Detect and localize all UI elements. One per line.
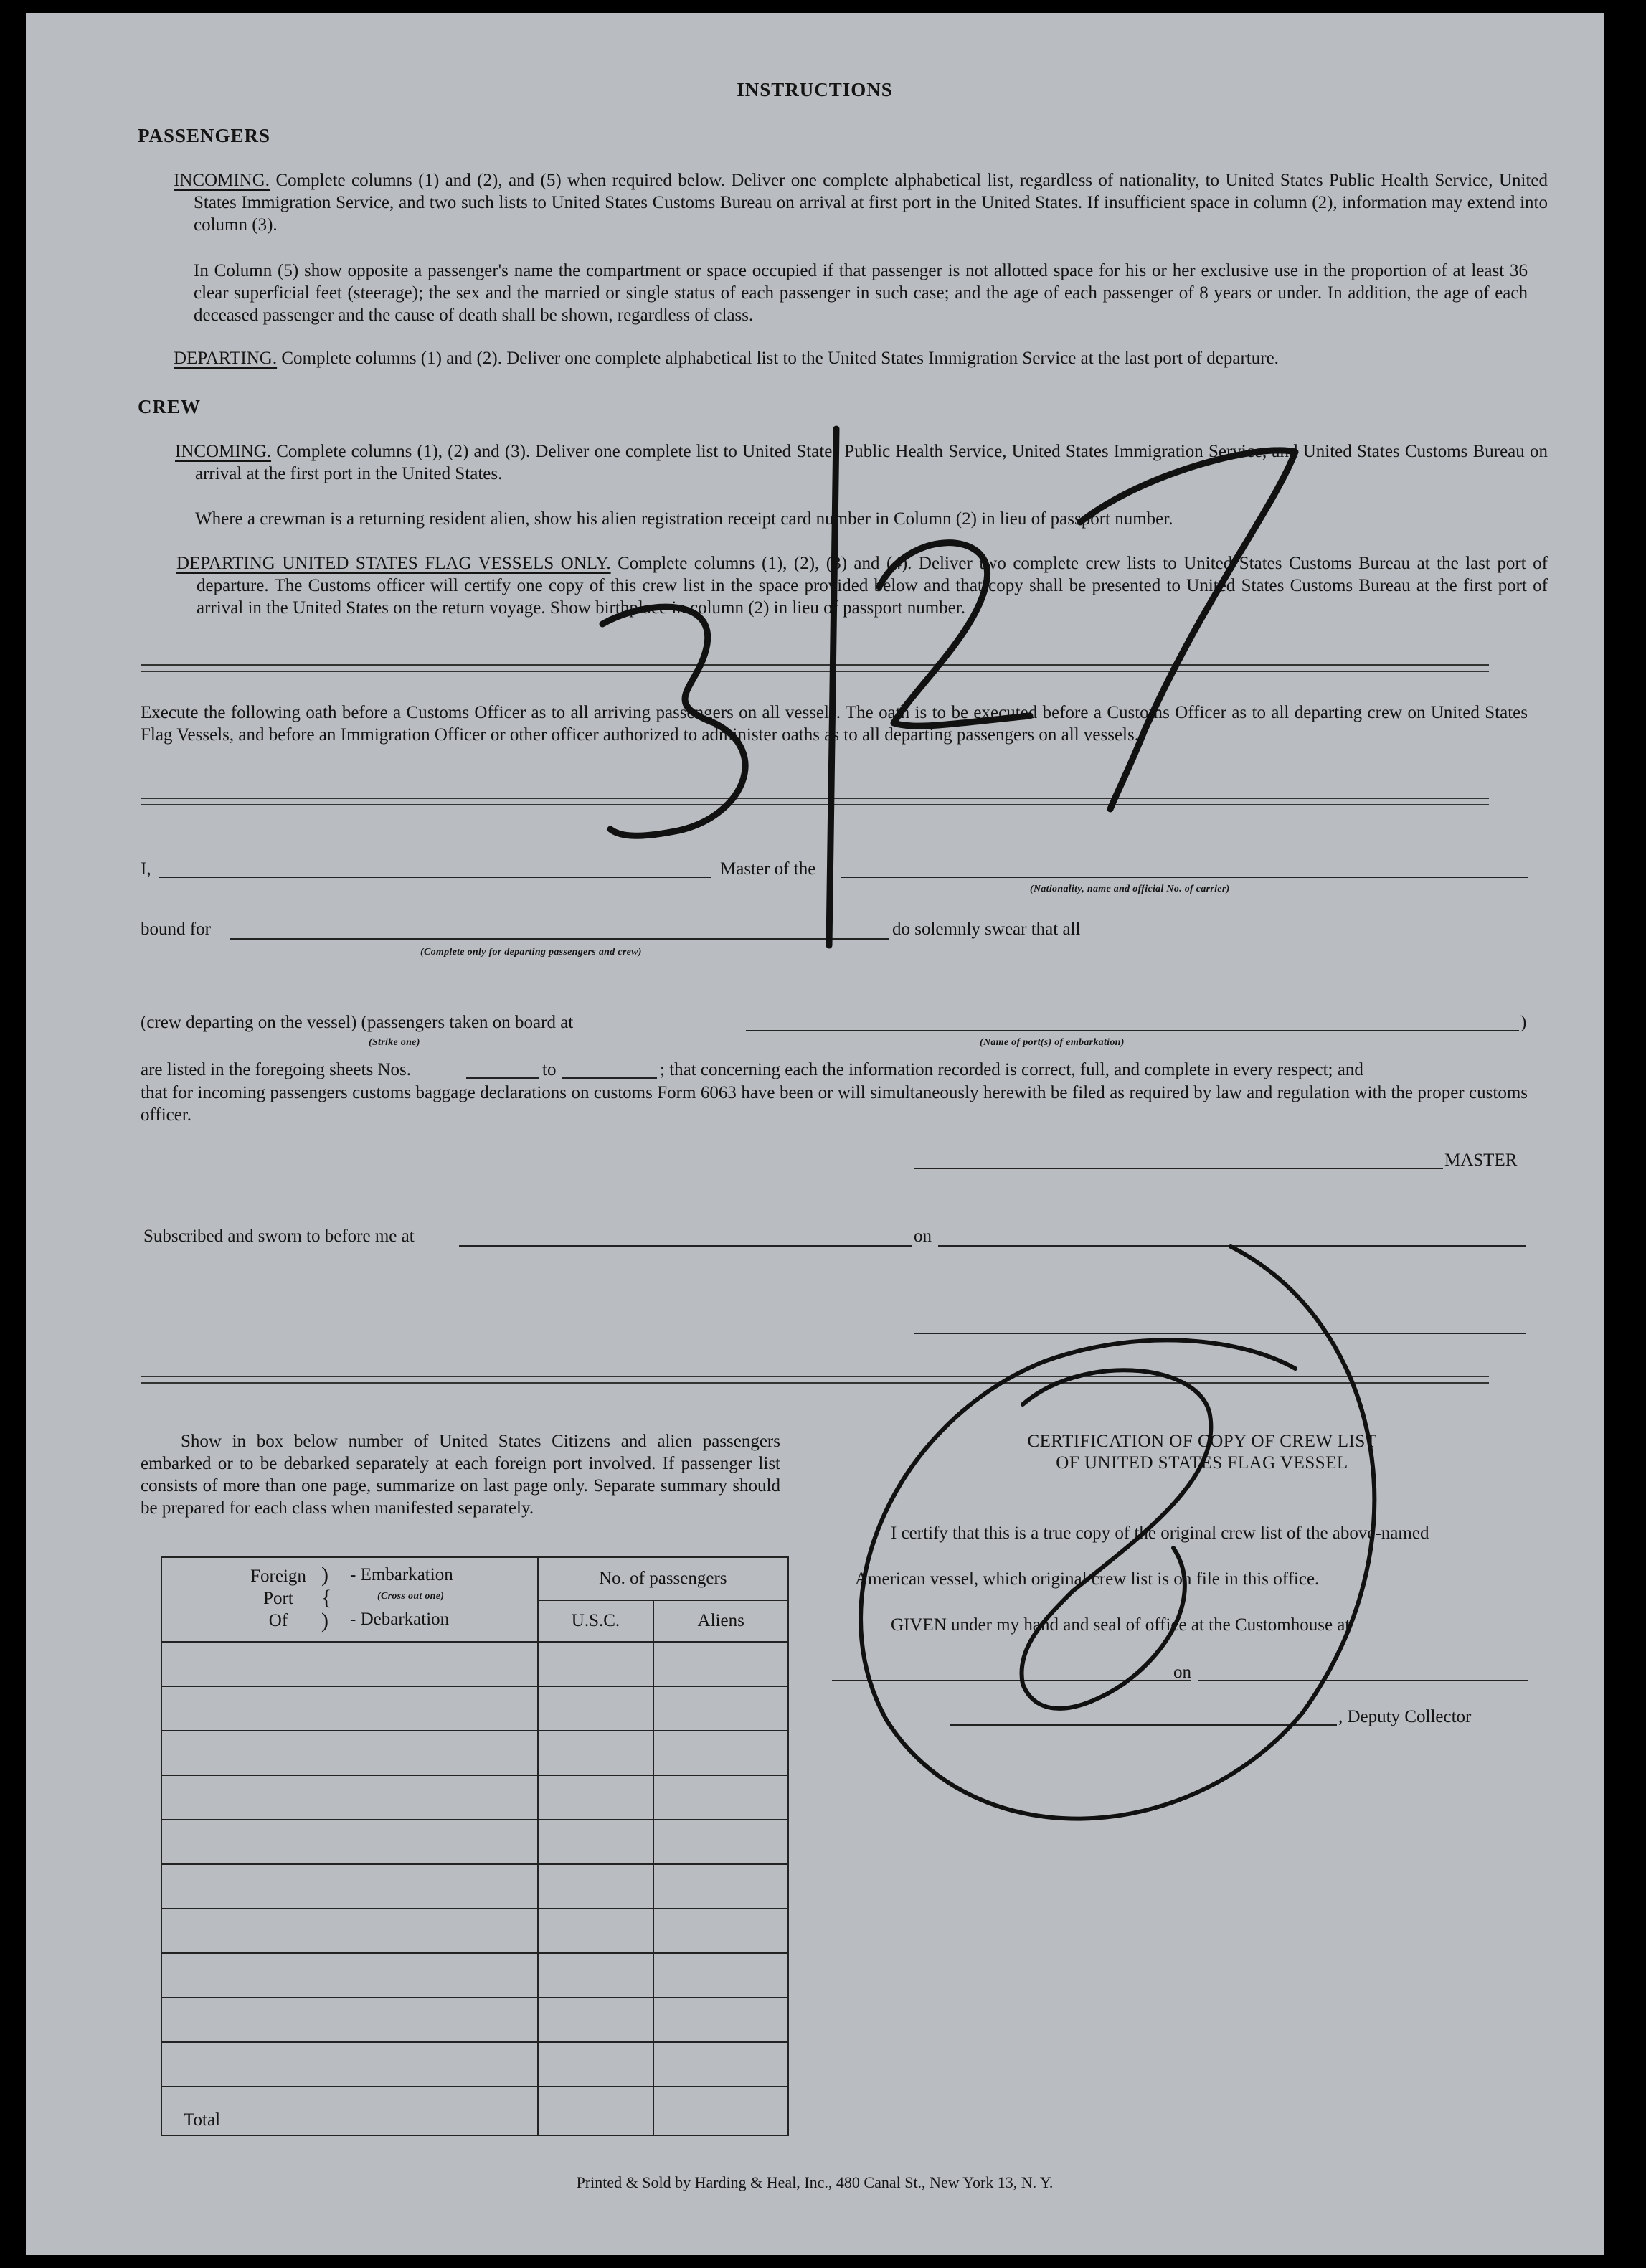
customhouse-field[interactable] bbox=[832, 1680, 1191, 1681]
passengers-departing-paragraph bbox=[174, 347, 1528, 369]
port-cell[interactable] bbox=[161, 1775, 538, 1820]
sheet-to-field[interactable] bbox=[562, 1077, 657, 1079]
port-cell[interactable] bbox=[161, 2042, 538, 2087]
handwritten-digit-7 bbox=[1080, 450, 1295, 809]
crew-departing-paragraph bbox=[176, 552, 1548, 619]
master-label: MASTER bbox=[1444, 1150, 1518, 1170]
divider bbox=[141, 798, 1489, 805]
crew-incoming-label: INCOMING. bbox=[175, 442, 272, 461]
cert-on-label: on bbox=[1173, 1663, 1191, 1682]
aliens-cell[interactable] bbox=[653, 1909, 788, 1953]
aliens-cell[interactable] bbox=[653, 1998, 788, 2042]
oath-intro: Execute the following oath before a Customs Officer as to all arriving passengers on all vessels. The oath is to be executed before a Customs Officer as to all departing crew on United States Flag Vessels, and before an Immigration Officer or other officer authorized to administer oaths as to all departing passengers on all vessels. bbox=[141, 703, 1528, 745]
crew-departing-label: DEPARTING UNITED STATES FLAG VESSELS ONLY. bbox=[176, 554, 611, 573]
no-passengers-header: No. of passengers bbox=[538, 1557, 788, 1600]
port-cell[interactable] bbox=[161, 1731, 538, 1775]
nationality-hint: (Nationality, name and official No. of carrier) bbox=[1030, 884, 1230, 894]
port-label: Port bbox=[263, 1589, 293, 1608]
usc-cell[interactable] bbox=[538, 1998, 654, 2042]
listed-label-c: that for incoming passengers customs baggage declarations on customs Form 6063 have been or will simultaneously herewith be filed as required by law and regulation with the proper customs officer. bbox=[141, 1083, 1528, 1125]
listed-label-a: are listed in the foregoing sheets Nos. bbox=[141, 1060, 411, 1079]
aliens-header: Aliens bbox=[653, 1600, 788, 1642]
sworn-date-field[interactable] bbox=[938, 1245, 1526, 1247]
aliens-total-cell[interactable] bbox=[653, 2087, 788, 2135]
port-header-cell bbox=[161, 1557, 538, 1642]
aliens-cell[interactable] bbox=[653, 1686, 788, 1731]
passengers-departing-text: Complete columns (1) and (2). Deliver one complete alphabetical list to the United States Immigration Service at the last port of departure. bbox=[281, 349, 1279, 368]
certify-line-1: I certify that this is a true copy of the original crew list of the above-named bbox=[891, 1523, 1429, 1543]
bound-for-label: bound for bbox=[141, 920, 211, 939]
usc-cell[interactable] bbox=[538, 1686, 654, 1731]
aliens-cell[interactable] bbox=[653, 1775, 788, 1820]
aliens-cell[interactable] bbox=[653, 1953, 788, 1998]
ports-hint: (Name of port(s) of embarkation) bbox=[980, 1037, 1125, 1048]
port-cell[interactable] bbox=[161, 1953, 538, 1998]
officer-signature-field[interactable] bbox=[914, 1333, 1526, 1334]
usc-cell[interactable] bbox=[538, 1775, 654, 1820]
close-paren: ) bbox=[1520, 1013, 1527, 1032]
aliens-cell[interactable] bbox=[653, 2042, 788, 2087]
sworn-place-field[interactable] bbox=[459, 1245, 912, 1247]
usc-cell[interactable] bbox=[538, 1731, 654, 1775]
passengers-incoming-label: INCOMING. bbox=[174, 171, 270, 190]
port-cell[interactable] bbox=[161, 1686, 538, 1731]
solemnly-label: do solemnly swear that all bbox=[892, 920, 1081, 939]
usc-cell[interactable] bbox=[538, 1642, 654, 1686]
master-signature-field[interactable] bbox=[914, 1168, 1443, 1169]
listed-to-label: to bbox=[542, 1060, 557, 1079]
deputy-signature-field[interactable] bbox=[950, 1724, 1337, 1726]
cross-out-hint: (Cross out one) bbox=[377, 1591, 445, 1602]
aliens-cell[interactable] bbox=[653, 1864, 788, 1909]
listed-label-b: ; that concerning each the information recorded is correct, full, and complete in every respect; and bbox=[660, 1060, 1363, 1079]
bound-hint: (Complete only for departing passengers and crew) bbox=[420, 947, 642, 958]
passengers-departing-label: DEPARTING. bbox=[174, 349, 278, 368]
passengers-incoming-paragraph bbox=[174, 169, 1548, 236]
passengers-incoming-text: Complete columns (1) and (2), and (5) when required below. Deliver one complete alphabetical list, regardless of nationality, to United States Public Health Service, United States Immigration Service, and two such lists to United States Customs Bureau on arrival at first port in the United States. If insufficient space in column (2), information may extend into column (3). bbox=[194, 171, 1548, 235]
column5-paragraph: In Column (5) show opposite a passenger's name the compartment or space occupied if that passenger is not allotted space for his or her exclusive use in the proportion of at least 36 clear superficial feet (steerage); the sex and the married or single status of each passenger in such case; and the age of each passenger of 8 years or under. In addition, the age of each deceased passenger and the cause of death shall be shown, regardless of class. bbox=[194, 261, 1528, 325]
document-page bbox=[26, 13, 1604, 2255]
master-name-field[interactable] bbox=[159, 877, 711, 878]
sheet-from-field[interactable] bbox=[466, 1077, 539, 1079]
handwritten-3-27-annotation bbox=[602, 429, 1295, 945]
master-of-the-label: Master of the bbox=[720, 859, 816, 879]
strike-one-hint: (Strike one) bbox=[369, 1037, 420, 1048]
passenger-summary-table bbox=[161, 1556, 789, 2136]
given-line: GIVEN under my hand and seal of office at the Customhouse at bbox=[891, 1615, 1351, 1635]
brace-icon: ) { ) bbox=[321, 1563, 332, 1633]
subscribed-label: Subscribed and sworn to before me at bbox=[143, 1227, 415, 1246]
certification-title-1: CERTIFICATION OF COPY OF CREW LIST bbox=[1027, 1432, 1377, 1451]
embarkation-label: - Embarkation bbox=[350, 1565, 453, 1584]
carrier-field[interactable] bbox=[841, 877, 1528, 878]
ports-field[interactable] bbox=[746, 1030, 1519, 1031]
aliens-cell[interactable] bbox=[653, 1820, 788, 1864]
usc-cell[interactable] bbox=[538, 2042, 654, 2087]
summary-text: Show in box below number of United States Citizens and alien passengers embarked or to be debarked separately at each foreign port involved. If passenger list consists of more than one page, summarize on last page only. Separate summary should be prepared for each class when manifested separately. bbox=[141, 1432, 780, 1518]
passengers-heading: PASSENGERS bbox=[138, 125, 271, 146]
debarkation-label: - Debarkation bbox=[350, 1610, 450, 1629]
sworn-on-label: on bbox=[914, 1227, 932, 1246]
usc-cell[interactable] bbox=[538, 1909, 654, 1953]
aliens-cell[interactable] bbox=[653, 1731, 788, 1775]
port-cell[interactable] bbox=[161, 1998, 538, 2042]
crew-resident-paragraph: Where a crewman is a returning resident alien, show his alien registration receipt card number in Column (2) in lieu of passport number. bbox=[195, 509, 1173, 529]
usc-total-cell[interactable] bbox=[538, 2087, 654, 2135]
crew-incoming-paragraph bbox=[175, 440, 1548, 485]
instructions-title: INSTRUCTIONS bbox=[737, 79, 893, 100]
aliens-cell[interactable] bbox=[653, 1642, 788, 1686]
usc-cell[interactable] bbox=[538, 1864, 654, 1909]
of-label: Of bbox=[268, 1611, 288, 1630]
port-cell[interactable] bbox=[161, 1820, 538, 1864]
certification-title-2: OF UNITED STATES FLAG VESSEL bbox=[1056, 1453, 1348, 1473]
divider bbox=[141, 664, 1489, 672]
port-cell[interactable] bbox=[161, 1642, 538, 1686]
usc-header: U.S.C. bbox=[538, 1600, 654, 1642]
handwritten-slash bbox=[829, 429, 836, 945]
crew-departing-text: Complete columns (1), (2), (3) and (4). Deliver two complete crew lists to United States Customs Bureau at the last port of departure. The Customs officer will certify one copy of this crew list in the space provided below and that copy shall be presented to United States Customs Bureau at the first port of arrival in the United States on the return voyage. Show birthplace in column (2) in lieu of passport number. bbox=[197, 554, 1548, 618]
divider bbox=[141, 1376, 1489, 1384]
cert-date-field[interactable] bbox=[1198, 1680, 1528, 1681]
certify-line-2: American vessel, which original crew list is on file in this office. bbox=[855, 1569, 1320, 1589]
port-cell[interactable] bbox=[161, 1909, 538, 1953]
usc-cell[interactable] bbox=[538, 1953, 654, 1998]
printer-footer: Printed & Sold by Harding & Heal, Inc., 480 Canal St., New York 13, N. Y. bbox=[576, 2173, 1054, 2191]
foreign-label: Foreign bbox=[250, 1567, 306, 1586]
crew-passengers-label: (crew departing on the vessel) (passengers taken on board at bbox=[141, 1013, 574, 1032]
oath-i-label: I, bbox=[141, 859, 151, 879]
bound-for-field[interactable] bbox=[230, 938, 889, 940]
total-label: Total bbox=[161, 2087, 538, 2135]
port-cell[interactable] bbox=[161, 1864, 538, 1909]
crew-heading: CREW bbox=[138, 396, 202, 417]
deputy-label: , Deputy Collector bbox=[1338, 1707, 1472, 1726]
usc-cell[interactable] bbox=[538, 1820, 654, 1864]
crew-incoming-text: Complete columns (1), (2) and (3). Deliver one complete list to United States Public Health Service, United States Immigration Service, and United States Customs Bureau on arrival at the first port in the United States. bbox=[195, 442, 1548, 483]
